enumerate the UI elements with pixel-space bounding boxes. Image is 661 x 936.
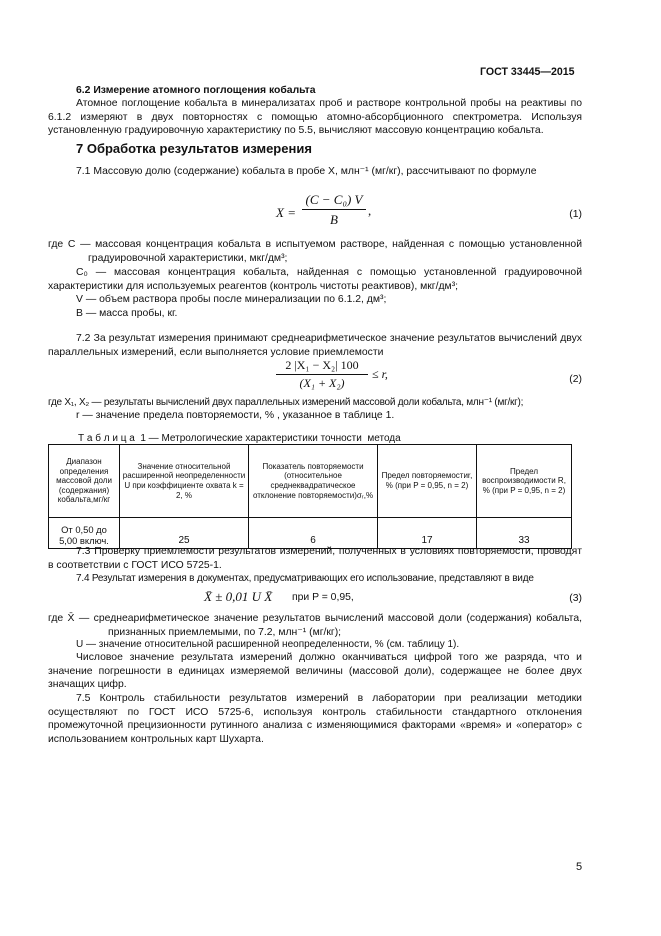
formula-3: X̄ ± 0,01 U X̄ xyxy=(204,589,273,604)
where-b: B — масса пробы, кг. xyxy=(76,308,178,319)
cell-repeatability-index: 6 xyxy=(249,518,378,549)
where-x1-x2: где X₁, X₂ — результаты вычислений двух параллельных измерений массовой доли кобальта, млн⁻¹ (мг/кг); xyxy=(48,397,524,408)
paragraph-7-5: 7.5 Контроль стабильности результатов измерений в лаборатории при реализации методики осуществляют по ГОСТ ИСО 5725-6, используя контроль стабильности стандартного отклонения промежуточной прецизионности рутинного анализа с изменяющимися факторами «время» и «оператор» с использованием контрольных карт Шухарта. xyxy=(48,693,582,745)
formula-2-tail: ≤ r, xyxy=(372,367,388,381)
header-range: Диапазон определения массовой доли (содержания) кобальта,мг/кг xyxy=(49,445,120,518)
header-uncertainty: Значение относительной расширенной неопределенности U при коэффициенте охвата k = 2, % xyxy=(120,445,249,518)
formula-1-lhs: X = xyxy=(276,205,296,220)
header-repeatability-index: Показатель повторяемости (относительное среднеквадратическое отклонение повторяемости)σᵣ,% xyxy=(249,445,378,518)
formula-3-condition: при P = 0,95, xyxy=(292,592,354,603)
document-code: ГОСТ 33445—2015 xyxy=(480,66,575,78)
paragraph-7-4: 7.4 Результат измерения в документах, предусматривающих его использование, представляют в виде xyxy=(76,573,534,584)
formula-1-numerator: (C − C₀) V xyxy=(305,192,363,207)
where-c0: C₀ — массовая концентрация кобальта, найденная с помощью установленной градуировочной характеристики для используемых реагентов (контроль чистоты реактивов), мкг/дм³; xyxy=(48,267,582,292)
formula-2-numerator: 2 |X₁ − X₂| 100 xyxy=(285,358,359,372)
where-u: U — значение относительной расширенной неопределенности, % (см. таблицу 1). xyxy=(76,639,460,650)
formula-1-fraction-bar xyxy=(302,209,366,210)
metrology-table xyxy=(48,444,572,549)
formula-1-tail: , xyxy=(368,203,372,218)
paragraph-7-2: 7.2 За результат измерения принимают среднеарифметическое значение результатов вычислений двух параллельных измерений, если выполняется условие приемлемости xyxy=(48,333,582,358)
where-x-bar: где X̄ — среднеарифметическое значение результатов вычислений массовой доли (содержания) кобальта, признанных приемлемыми, по 7.2, млн⁻¹ (мг/кг); xyxy=(48,613,582,638)
page-number: 5 xyxy=(576,861,583,873)
where-v: V — объем раствора пробы после минерализации по 6.1.2, дм³; xyxy=(76,294,387,305)
equation-number-1: (1) xyxy=(569,209,582,220)
paragraph-7-3: 7.3 Проверку приемлемости результатов измерений, полученных в условиях повторяемости, проводят в соответствии с ГОСТ ИСО 5725-1. xyxy=(48,546,582,571)
equation-number-2: (2) xyxy=(569,374,582,385)
table-row xyxy=(49,518,572,549)
table-caption: Т а б л и ц а 1 — Метрологические характеристики точности метода xyxy=(78,433,401,444)
where-r: r — значение предела повторяемости, % , указанное в таблице 1. xyxy=(76,410,395,421)
cell-reproducibility-limit: 33 xyxy=(477,518,572,549)
table-header-row xyxy=(49,445,572,518)
paragraph-7-1: 7.1 Массовую долю (содержание) кобальта в пробе X, млн⁻¹ (мг/кг), рассчитывают по формуле xyxy=(76,166,537,177)
formula-2-denominator: (X₁ + X₂) xyxy=(299,376,345,390)
section-7-title: 7 Обработка результатов измерения xyxy=(76,141,312,156)
section-6-2-title: 6.2 Измерение атомного поглощения кобальта xyxy=(76,85,316,96)
equation-number-3: (3) xyxy=(569,593,582,604)
cell-uncertainty: 25 xyxy=(120,518,249,549)
paragraph-rounding: Числовое значение результата измерений должно оканчиваться цифрой того же разряда, что и значение погрешности в единицах измеряемой величины (массовой доли), содержащее не более двух значащих цифр. xyxy=(48,652,582,691)
cell-range: От 0,50 до 5,00 включ. xyxy=(49,518,120,549)
cell-repeatability-limit: 17 xyxy=(378,518,477,549)
header-reproducibility-limit: Предел воспроизводимости R, % (при P = 0,95, n = 2) xyxy=(477,445,572,518)
section-6-2-text: Атомное поглощение кобальта в минерализатах проб и растворе контрольной пробы на реактивы по 6.1.2 измеряют в двух повторностях с помощью атомно-абсорбционного спектрометра. Используя установленную градуировочную характеристику по 5.5, вычисляют массовую концентрацию кобальта. xyxy=(48,98,582,137)
formula-1-denominator: B xyxy=(330,212,338,227)
header-repeatability-limit: Предел повторяемостиr, % (при P = 0,95, n = 2) xyxy=(378,445,477,518)
formula-2-fraction-bar xyxy=(276,374,368,375)
where-c: где C — массовая концентрация кобальта в испытуемом растворе, найденная с помощью установленной градуировочной характеристики, мкг/дм³; xyxy=(48,239,582,264)
